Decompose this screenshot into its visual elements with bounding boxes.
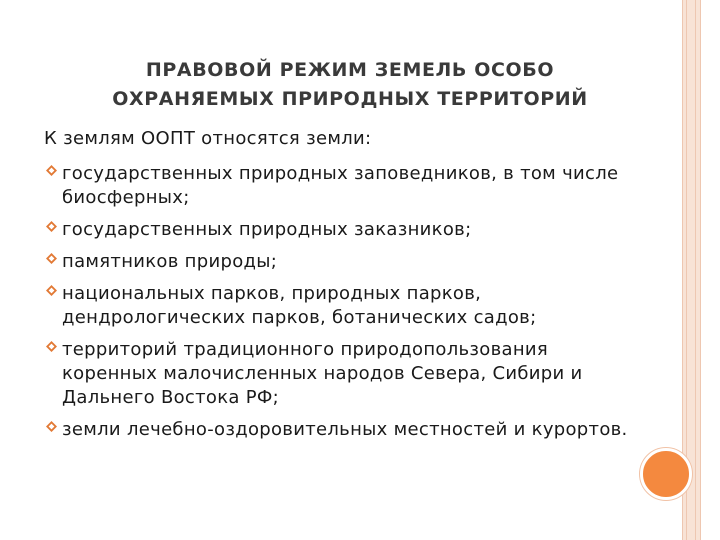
diamond-bullet-icon [46,341,57,352]
list-item-text: территорий традиционного природопользования коренных малочисленных народов Севера, Сибири и Дальнего Востока РФ; [62,339,583,408]
list-item [44,282,644,330]
slide-title [30,56,670,114]
diamond-bullet-icon [46,221,57,232]
list-item [44,218,644,242]
list-item [44,250,644,274]
decorative-rule [700,0,701,540]
list-item [44,418,644,442]
list-item [44,162,644,210]
intro-text: К землям ООПТ относятся земли: [44,128,372,149]
list-item-text: национальных парков, природных парков, дендрологических парков, ботанических садов; [62,283,537,328]
diamond-bullet-icon [46,253,57,264]
title-line: ОХРАНЯЕМЫХ ПРИРОДНЫХ ТЕРРИТОРИЙ [112,88,588,110]
list-item [44,338,644,410]
bullet-list [44,162,644,450]
list-item-text: государственных природных заказников; [62,219,472,240]
decorative-circle [640,448,692,500]
title-line: ПРАВОВОЙ РЕЖИМ ЗЕМЕЛЬ ОСОБО [145,59,555,81]
decorative-rule [695,0,696,540]
diamond-bullet-icon [46,285,57,296]
diamond-bullet-icon [46,421,57,432]
list-item-text: государственных природных заповедников, в том числе биосферных; [62,163,619,208]
diamond-bullet-icon [46,165,57,176]
list-item-text: земли лечебно-оздоровительных местностей и курортов. [62,419,628,440]
list-item-text: памятников природы; [62,251,278,272]
